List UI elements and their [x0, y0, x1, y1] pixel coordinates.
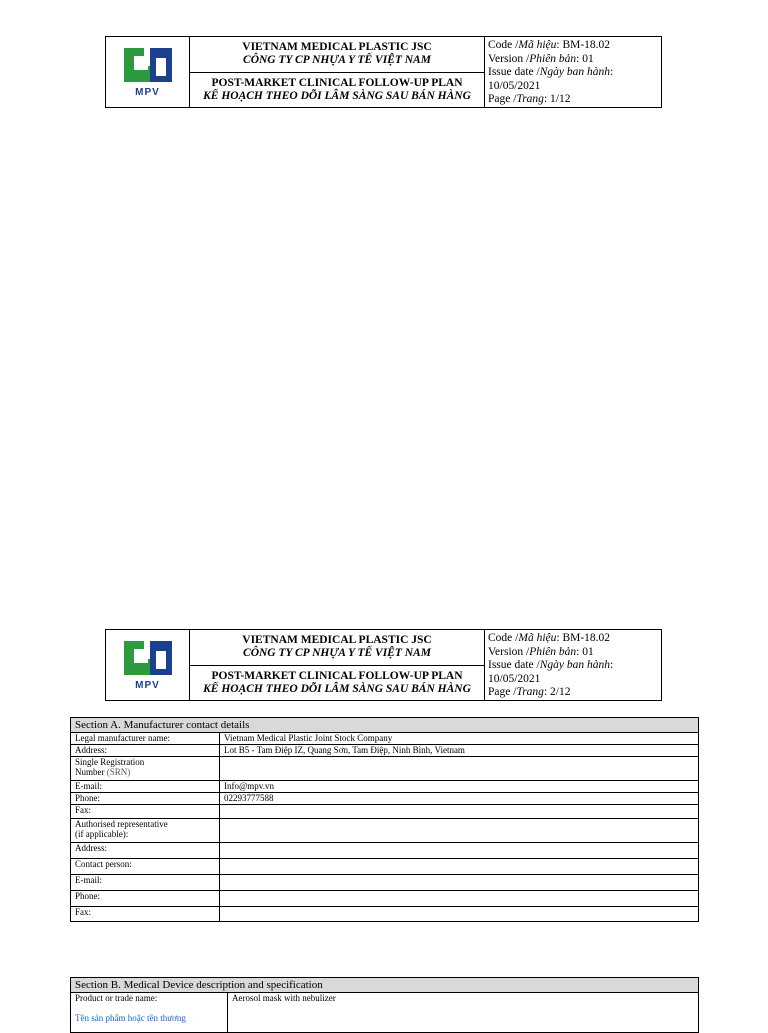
section-a-table	[70, 717, 699, 922]
product-name-value: Aerosol mask with nebulizer	[228, 993, 699, 1033]
contact-person-value	[220, 859, 699, 875]
page-number-line: Page /Trang: 2/12	[488, 686, 571, 698]
phone-label: Phone:	[71, 793, 220, 805]
mpv-logo-icon	[122, 639, 174, 679]
page1-header	[105, 36, 662, 108]
mpv-logo-icon	[122, 46, 174, 86]
fax-value	[220, 805, 699, 819]
rep-email-label: E-mail:	[71, 875, 220, 891]
page-number-line: Page /Trang: 1/12	[488, 93, 571, 105]
doc-info-cell	[485, 630, 661, 700]
code-line: Code /Mã hiệu: BM-18.02	[488, 632, 611, 644]
contact-person-label: Contact person:	[71, 859, 220, 875]
plan-title-vi: KẾ HOẠCH THEO DÕI LÂM SÀNG SAU BÁN HÀNG	[203, 89, 471, 102]
plan-title-en: POST-MARKET CLINICAL FOLLOW-UP PLAN	[211, 669, 463, 682]
logo-text: MPV	[135, 680, 160, 691]
company-name-vi: CÔNG TY CP NHỰA Y TẾ VIỆT NAM	[243, 647, 431, 660]
product-name-label: Product or trade name: Tên sản phẩm hoặc tên thương	[71, 993, 228, 1033]
rep-fax-label: Fax:	[71, 907, 220, 922]
fax-label: Fax:	[71, 805, 220, 819]
logo-cell	[106, 630, 190, 700]
logo-text: MPV	[135, 87, 160, 98]
legal-manufacturer-label: Legal manufacturer name:	[71, 733, 220, 745]
section-a-title: Section A. Manufacturer contact details	[71, 718, 699, 733]
company-name-vi: CÔNG TY CP NHỰA Y TẾ VIỆT NAM	[243, 54, 431, 67]
phone-value: 02293777588	[220, 793, 699, 805]
email-value: Info@mpv.vn	[220, 781, 699, 793]
company-name-en: VIETNAM MEDICAL PLASTIC JSC	[242, 41, 432, 54]
issue-date-value: 10/05/2021	[488, 79, 541, 92]
rep-fax-value	[220, 907, 699, 922]
srn-value	[220, 757, 699, 781]
plan-title-en: POST-MARKET CLINICAL FOLLOW-UP PLAN	[211, 76, 463, 89]
rep-email-value	[220, 875, 699, 891]
email-label: E-mail:	[71, 781, 220, 793]
authorised-rep-value	[220, 819, 699, 843]
version-line: Version /Phiên bản: 01	[488, 52, 594, 65]
section-b-table	[70, 977, 699, 1033]
plan-title-vi: KẾ HOẠCH THEO DÕI LÂM SÀNG SAU BÁN HÀNG	[203, 682, 471, 695]
rep-phone-value	[220, 891, 699, 907]
doc-info-cell	[485, 37, 661, 107]
rep-address-label: Address:	[71, 843, 220, 859]
address-value: Lot B5 - Tam Điệp IZ, Quang Sơn, Tam Điệp, Ninh Bình, Vietnam	[220, 745, 699, 757]
issue-date-line: Issue date /Ngày ban hành:	[488, 66, 614, 78]
header-title-cell	[190, 37, 485, 107]
issue-date-line: Issue date /Ngày ban hành:	[488, 659, 614, 671]
product-name-label-vi: Tên sản phẩm hoặc tên thương	[75, 1013, 186, 1023]
version-line: Version /Phiên bản: 01	[488, 645, 594, 658]
issue-date-value: 10/05/2021	[488, 672, 541, 685]
company-name-en: VIETNAM MEDICAL PLASTIC JSC	[242, 634, 432, 647]
address-label: Address:	[71, 745, 220, 757]
code-line: Code /Mã hiệu: BM-18.02	[488, 39, 611, 51]
section-b-title: Section B. Medical Device description and specification	[71, 978, 699, 993]
logo-cell	[106, 37, 190, 107]
rep-phone-label: Phone:	[71, 891, 220, 907]
page2-header	[105, 629, 662, 701]
legal-manufacturer-value: Vietnam Medical Plastic Joint Stock Company	[220, 733, 699, 745]
srn-label: Single Registration Number (SRN)	[71, 757, 220, 781]
header-title-cell	[190, 630, 485, 700]
rep-address-value	[220, 843, 699, 859]
authorised-rep-label: Authorised representative (if applicable):	[71, 819, 220, 843]
